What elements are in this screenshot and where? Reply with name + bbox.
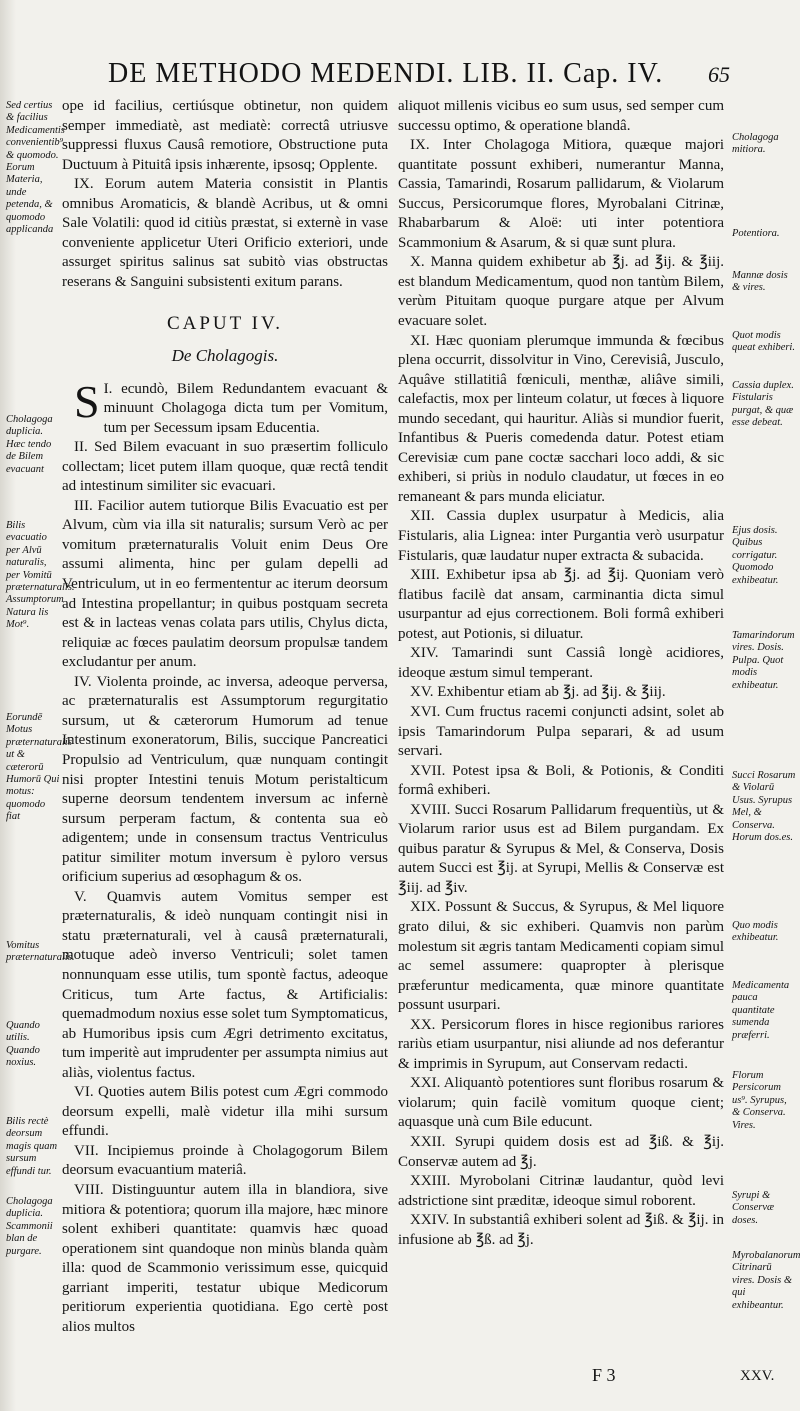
catchword: XXV. — [740, 1368, 775, 1384]
drop-cap: S — [74, 375, 100, 427]
paragraph: IX. Inter Cholagoga Mitiora, quæque majori quantitate possunt exhiberi, numerantur Manna, Cassia, Tamarindi, Rosarum pallidarum, & Violarum Succus, Persicorumque flores, Myrobalani Citrinæ, Rhabarbarum & Aloë: uti inter potentiora Scammonium & Asarum, & si quæ sunt plura. — [398, 137, 724, 251]
page-title: DE METHODO MEDENDI. LIB. II. Cap. IV. — [108, 58, 664, 89]
right-column — [398, 97, 724, 1250]
paragraph: XV. Exhibentur etiam ab ℥j. ad ℥ij. & ℥iij. — [410, 684, 666, 701]
paragraph: XXII. Syrupi quidem dosis est ad ℥iß. & ℥ij. Conservæ autem ad ℥j. — [398, 1133, 724, 1170]
paragraph: IX. Eorum autem Materia consistit in Plantis omnibus Aromaticis, & blandè Acribus, ut & omni Sale Volatili: quod id citiùs præstat, si externè in vase conveniente applicetur Uteri Orificio exteriori, unde assurget spiritus salinus sat subitò vias obstructas reserans & Sanguini subsistenti exitum parans. — [62, 176, 388, 290]
margin-note-left: Bilis rectè deorsum magis quam sursum effundi tur. — [6, 1116, 58, 1177]
margin-note-left: Cholagoga duplicia. Hæc tendo de Bilem evacuant — [6, 414, 53, 475]
paragraph-text: I. ecundò, Bilem Redundantem evacuant & minuunt Cholagoga dicta tum per Vomitum, tum per Secessum ipsam Educentia. — [103, 380, 388, 436]
signature-mark: F 3 — [592, 1365, 616, 1385]
paragraph: XVI. Cum fructus racemi conjuncti adsint, solet ab ipsis Tamarindorum Pulpa separari, & ad usum servari. — [398, 703, 724, 760]
paragraph: XXIV. In substantiâ exhiberi solent ad ℥iß. & ℥ij. in infusione ab ℥ß. ad ℥j. — [398, 1212, 724, 1248]
paragraph: XII. Cassia duplex usurpatur à Medicis, alia Fistularis, alia Lignea: inter Purgantia verò usurpatur Fistularis, quæ laudatur nuper extracta & subacida. — [398, 508, 724, 564]
margin-note-left: Bilis evacuatio per Alvū naturalis, per Vomitū præternaturalis. Assumptorum Natura lis Mot⁹. — [6, 520, 75, 631]
margin-note-right: Cholagoga mitiora. — [732, 132, 779, 156]
margin-note-right: Mannæ dosis & vires. — [732, 270, 788, 294]
paragraph: XXI. Aliquantò potentiores sunt floribus rosarum & violarum; quin facilè vomitum quoque cient; aquasque unà cum Bile educunt. — [398, 1075, 724, 1131]
paragraph: XVIII. Succi Rosarum Pallidarum frequentiùs, ut & Violarum rarior usus est ad Bilem purgandam. Ex quibus paratur & Syrupus & Mel, & Conserva, Dosis autem Succi est ℥ij. at Syrupi, Mellis & Conservæ est ℥iij. ad ℥iv. — [398, 801, 724, 896]
margin-note-left: Sed certius & facilius Medicamentis convenientib⁹ & quomodo. Eorum Materia, unde petenda, & quomodo applicanda — [6, 100, 65, 236]
paragraph: IV. Violenta proinde, ac inversa, adeoque perversa, ac præternaturalis est Assumptorum regurgitatio sursum, ut & cæterorum Humorum ad tenue Intestinum exoneratorum, Bilis, succique Pancreatici Propulsio ad Ventriculum, quæ nunquam contingit nisi propter Intestini tenuis Motum peristalticum superne deorsum tendentem inversum ac infernè sursum perperam factum, & contenta sua eò adigentem; unde in consensum tractus Ventriculus patitur similiter motum inversum è pyloro versus orificium superius ad œsophagum & os. — [62, 673, 388, 886]
page-number: 65 — [708, 62, 730, 87]
paragraph: XIV. Tamarindi sunt Cassiâ longè acidiores, ideoque æstum simul temperant. — [398, 645, 724, 681]
paragraph — [62, 375, 388, 439]
paragraph: III. Facilior autem tutiorque Bilis Evacuatio est per Alvum, cùm via illa sit naturalis; sursum Verò ac per vomitum præternaturalis Voluit enim Deus Ore assumi alimenta, hinc per gulam depelli ad Ventriculum, ut in eo fermententur ac iterum deorsum ad Intestina propellantur; in quibus postquam secreta est & in lacteas venas colata pars utilis, Chylus dicta, reliquiæ ac fœces paulatim deorsum propulsæ tandem excludantur per anum. — [62, 497, 388, 671]
paragraph: V. Quamvis autem Vomitus semper est præternaturalis, & ideò nunquam contingit nisi in statu præternaturali, vel à causâ præternaturali, motuque adeò inverso Ventriculi; solet tamen nonnunquam esse utilis, tum spontè factus, adeoque Criticus, tum Arte factus, & Artificialis: quemadmodum noxius esse solet tum Symptomaticus, ab Humoribus ipsis cum Ægri detrimento excitatus, tum imperitè aut imprudenter per assumpta nimius aut aliàs, violentus factus. — [62, 888, 388, 1081]
paragraph: ope id facilius, certiúsque obtinetur, non quidem semper immediatè, ast mediatè: correctâ utriusve suppressi fluxus Causâ remotiore, Obstructione puta Ductuum à Pituitâ ipsis inhærente, ipsosq; Opplente. — [62, 98, 388, 173]
margin-note-right: Quot modis queat exhiberi. — [732, 330, 795, 354]
paragraph: VIII. Distinguuntur autem illa in blandiora, sive mitiora & potentiora; quorum illa majore, hæc minore solent exhiberi quantitate: quamvis hæc quoad operationem sint quandoque non minùs blanda quàm illa: quod de Scammonio verissimum esse, quicquid garriant imperiti, testatur ubique Medicorum peritiorum experientia quotidiana. Ego certè post alios multos — [62, 1181, 388, 1335]
margin-note-left: Cholagoga duplicia. Scammonii blan de purgare. — [6, 1196, 53, 1257]
paragraph: XXIII. Myrobolani Citrinæ laudantur, quòd levi adstrictione sint præditæ, ideoque simul roborent. — [398, 1173, 724, 1209]
margin-note-right: Quo modis exhibeatur. — [732, 920, 779, 944]
margin-note-left: Quando utilis. Quando noxius. — [6, 1020, 40, 1069]
margin-note-right: Florum Persicorum us⁹. Syrupus, & Conserva. Vires. — [732, 1070, 787, 1131]
chapter-subtitle: De Cholagogis. — [171, 346, 279, 366]
margin-note-right: Myrobalanorum Citrinarū vires. Dosis & qui exhibeantur. — [732, 1250, 800, 1311]
running-header — [0, 58, 800, 94]
paragraph: VII. Incipiemus proinde à Cholagogorum Bilem deorsum evacuantium materiâ. — [62, 1142, 388, 1179]
margin-note-right: Cassia duplex. Fistularis purgat, & quæ esse debeat. — [732, 380, 794, 429]
margin-note-right: Succi Rosarum & Violarū Usus. Syrupus Mel, & Conserva. Horum dos.es. — [732, 770, 796, 844]
paragraph: X. Manna quidem exhibetur ab ℥j. ad ℥ij. & ℥iij. est blandum Medicamentum, quod non tantùm Bilem, verùm Pituitam quoque purgare atque per Alvum evacuare solet. — [398, 254, 724, 330]
paragraph: II. Sed Bilem evacuant in suo præsertim folliculo collectam; licet putem illam quoque, quæ rectâ tendit ad intestinum similiter sic evacuari. — [62, 439, 388, 495]
margin-note-right: Potentiora. — [732, 228, 780, 239]
margin-note-left: Vomitus præternaturalis. — [6, 940, 75, 964]
margin-note-right: Medicamenta pauca quantitate sumenda præferri. — [732, 980, 790, 1041]
margin-note-right: Syrupi & Conservæ doses. — [732, 1190, 774, 1226]
paragraph: XIII. Exhibetur ipsa ab ℥j. ad ℥ij. Quoniam verò flatibus facilè dat ansam, carminantia dicta simul usurpantur ad ejus correctionem. Boli formâ exhiberi potest, aut Potionis, si diluatur. — [398, 567, 724, 642]
margin-note-right: Tamarindorum vires. Dosis. Pulpa. Quot modis exhibeatur. — [732, 630, 795, 691]
paragraph: XI. Hæc quoniam plerumque immunda & fœcibus plena occurrit, dissolvitur in Vino, Cerevisiâ, Jusculo, Aquâve stillatitiâ fœniculi, menthæ, aliâve simili, calefactis, mox per linteum colatur, ut fœces à liquore mundo secedant, qui hauritur. Aliàs si mundior fuerit, Infantibus & Pueris comedenda datur. Potest etiam Cerevisiæ cum pane coctæ sacchari loco addi, & sic exhiberi, si priùs in nodulo claudatur, ut fœces in eo remaneant & pars munda eliciatur. — [398, 332, 724, 505]
margin-note-left: Eorundē Motus præternaturalis ut & cæterorū Humorū Qui motus: quomodo fiat — [6, 712, 72, 823]
paragraph: VI. Quoties autem Bilis potest cum Ægri commodo deorsum expelli, malè videtur illa mihi sursum effundi. — [62, 1084, 388, 1140]
paragraph: XVII. Potest ipsa & Boli, & Potionis, & Conditi formâ exhiberi. — [398, 762, 724, 799]
margin-note-right: Ejus dosis. Quibus corrigatur. Quomodo exhibeatur. — [732, 525, 779, 586]
chapter-heading: CAPUT IV. — [166, 313, 284, 335]
paragraph: XIX. Possunt & Succus, & Syrupus, & Mel liquore grato dilui, & sic exhiberi. Quamvis non parùm molestum sit ægris tantam Medicamenti copiam simul ac semel assumere: quapropter à plerisque præferuntur medicamenta, quæ minore quantitate possunt usurpari. — [398, 899, 724, 1014]
left-column — [62, 97, 388, 1337]
paragraph: aliquot millenis vicibus eo sum usus, sed semper cum successu optimo, & operatione blandâ. — [398, 98, 724, 134]
paragraph: XX. Persicorum flores in hisce regionibus rariores rariùs etiam usurpantur, nisi aliunde ad nos deferantur & imprimis in Syrupum, aut Conservam redacti. — [398, 1016, 724, 1072]
